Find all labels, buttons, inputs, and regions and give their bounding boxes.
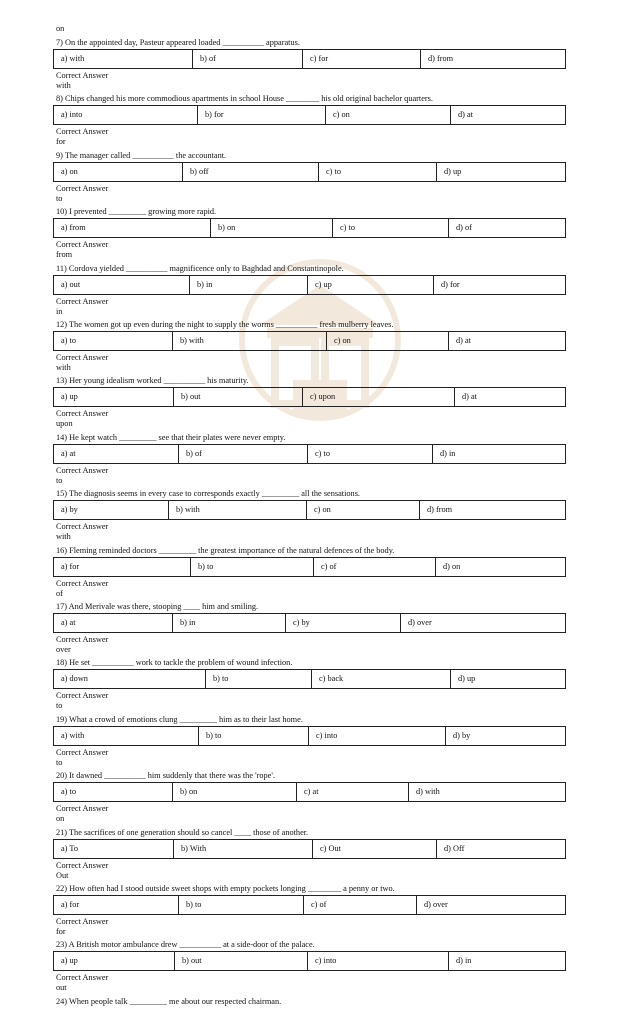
option-a[interactable]: a) up [61,392,78,402]
option-b[interactable]: b) to [190,558,313,576]
option-a[interactable]: a) out [61,279,81,289]
correct-answer-value: with [56,532,71,542]
option-d[interactable]: d) in [432,445,565,463]
options-row [53,162,566,182]
options-row [53,105,566,125]
options-row [53,557,566,577]
question-24: 24) When people talk _________ me about our respected chairman. [56,997,282,1006]
correct-answer-label: Correct Answer [56,973,109,983]
correct-answer-value: Out [56,870,69,880]
options-row [53,500,566,520]
option-c[interactable]: c) to [318,163,436,181]
options-row [53,782,566,802]
correct-answer-value: out [56,983,67,993]
question-text: 22) How often had I stood outside sweet shops with empty pockets longing ________ a penny or two. [56,884,395,893]
options-row [53,218,566,238]
option-b[interactable]: b) to [178,896,303,914]
correct-answer-label: Correct Answer [56,747,109,757]
option-b[interactable]: b) on [210,219,332,237]
option-b[interactable]: b) With [173,840,312,858]
option-c[interactable]: c) upon [302,388,454,406]
option-a[interactable]: a) up [61,956,78,966]
option-b[interactable]: b) on [172,783,296,801]
option-b[interactable]: b) out [174,952,307,970]
option-c[interactable]: c) on [325,106,450,124]
option-d[interactable]: d) up [436,163,565,181]
correct-answer-value: in [56,306,63,316]
option-b[interactable]: b) in [189,276,307,294]
question-text: 19) What a crowd of emotions clung _________ him as to their last home. [56,714,303,724]
correct-answer-value: of [56,588,63,598]
options-row [53,387,566,407]
option-b[interactable]: b) with [172,332,326,350]
options-row [53,613,566,633]
options-row [53,839,566,859]
option-a[interactable]: a) by [61,505,78,515]
correct-answer-value: over [56,645,71,654]
option-d[interactable]: d) for [433,276,565,294]
correct-answer-label: Correct Answer [56,240,109,250]
correct-answer-value: from [56,250,73,260]
option-d[interactable]: d) by [445,727,565,745]
option-c[interactable]: c) back [311,670,450,688]
option-d[interactable]: d) at [448,332,565,350]
option-d[interactable]: d) on [435,558,565,576]
option-a[interactable]: a) with [61,730,85,740]
correct-answer-label: Correct Answer [56,804,109,814]
option-a[interactable]: a) with [61,54,85,63]
options-row [53,275,566,295]
option-c[interactable]: c) by [285,614,400,632]
correct-answer-value: with [56,81,71,90]
option-d[interactable]: d) from [420,50,565,68]
correct-answer-label: Correct Answer [56,127,109,137]
option-d[interactable]: d) in [448,952,565,970]
correct-answer-value: to [56,475,63,485]
option-c[interactable]: c) to [307,445,432,463]
option-c[interactable]: c) up [307,276,433,294]
question-text: 10) I prevented _________ growing more rapid. [56,207,217,217]
correct-answer-label: Correct Answer [56,409,109,419]
correct-answer-label: Correct Answer [56,578,109,588]
option-b[interactable]: b) out [173,388,302,406]
option-b[interactable]: b) off [182,163,318,181]
option-c[interactable]: c) into [307,952,448,970]
question-text: 18) He set __________ work to tackle the problem of wound infection. [56,658,293,668]
correct-answer-label: Correct Answer [56,635,109,644]
correct-answer-label: Correct Answer [56,465,109,475]
option-d[interactable]: d) over [400,614,565,632]
option-b[interactable]: b) in [172,614,285,632]
correct-answer-value: for [56,137,66,147]
option-c[interactable]: c) on [306,501,419,519]
correct-answer-label: Correct Answer [56,296,109,306]
option-b[interactable]: b) for [197,106,325,124]
previous-answer: on [56,24,65,33]
question-text: 17) And Merivale was there, stooping ____ him and smiling. [56,602,259,611]
question-text: 15) The diagnosis seems in every case to corresponds exactly _________ all the sensations. [56,489,360,499]
option-a[interactable]: a) from [61,223,86,233]
options-row [53,444,566,464]
options-row [53,726,566,746]
option-b[interactable]: b) to [205,670,311,688]
option-a[interactable]: a) To [61,843,79,853]
correct-answer-label: Correct Answer [56,522,109,532]
option-d[interactable]: d) from [419,501,565,519]
correct-answer-value: to [56,701,63,711]
option-a[interactable]: a) for [61,900,80,909]
option-d[interactable]: d) Off [436,840,565,858]
option-c[interactable]: c) into [308,727,445,745]
question-text: 8) Chips changed his more commodious apartments in school House ________ his old original bachelor quarters. [56,94,433,104]
correct-answer-value: to [56,757,63,767]
option-a[interactable]: a) at [61,618,76,627]
correct-answer-label: Correct Answer [56,917,109,926]
option-a[interactable]: a) to [61,336,76,345]
option-c[interactable]: c) on [326,332,448,350]
options-row [53,895,566,915]
question-text: 20) It dawned __________ him suddenly that there was the 'rope'. [56,771,275,781]
option-b[interactable]: b) with [168,501,306,519]
options-row [53,951,566,971]
option-d[interactable]: d) at [454,388,565,406]
option-a[interactable]: a) on [61,166,78,176]
correct-answer-value: upon [56,419,73,429]
question-text: 12) The women got up even during the night to supply the worms __________ fresh mulberry leaves. [56,320,394,329]
option-b[interactable]: b) of [192,50,302,68]
question-text: 13) Her young idealism worked __________ his maturity. [56,376,249,386]
correct-answer-label: Correct Answer [56,860,109,870]
option-a[interactable]: a) at [61,448,76,458]
option-a[interactable]: a) down [61,674,88,684]
option-b[interactable]: b) to [198,727,308,745]
option-a[interactable]: a) into [61,110,83,120]
question-text: 16) Fleming reminded doctors _________ the greatest importance of the natural defences of the body. [56,545,395,555]
option-d[interactable]: d) with [408,783,565,801]
question-text: 21) The sacrifices of one generation should so cancel ____ those of another. [56,827,309,837]
option-d[interactable]: d) over [416,896,565,914]
correct-answer-label: Correct Answer [56,353,109,362]
option-c[interactable]: c) Out [312,840,436,858]
option-d[interactable]: d) of [448,219,565,237]
options-row [53,669,566,689]
option-c[interactable]: c) at [296,783,408,801]
question-text: 14) He kept watch _________ see that their plates were never empty. [56,432,286,442]
correct-answer-label: Correct Answer [56,183,109,193]
option-a[interactable]: a) for [61,561,80,571]
question-text: 9) The manager called __________ the accountant. [56,150,227,160]
correct-answer-label: Correct Answer [56,71,109,80]
question-text: 11) Cordova yielded __________ magnificence only to Baghdad and Constantinopole. [56,263,344,273]
correct-answer-value: on [56,814,65,824]
correct-answer-value: with [56,363,71,372]
option-c[interactable]: c) of [313,558,435,576]
option-b[interactable]: b) of [178,445,307,463]
correct-answer-value: to [56,193,63,203]
correct-answer-value: for [56,927,66,936]
option-c[interactable]: c) to [332,219,448,237]
option-c[interactable]: c) for [302,50,420,68]
correct-answer-label: Correct Answer [56,691,109,701]
question-text: 23) A British motor ambulance drew __________ at a side-door of the palace. [56,940,315,950]
question-text: 7) On the appointed day, Pasteur appeared loaded __________ apparatus. [56,38,300,47]
options-row [53,331,566,351]
option-d[interactable]: d) at [450,106,565,124]
option-d[interactable]: d) up [450,670,565,688]
option-c[interactable]: c) of [303,896,416,914]
option-a[interactable]: a) to [61,787,76,797]
options-row [53,49,566,69]
